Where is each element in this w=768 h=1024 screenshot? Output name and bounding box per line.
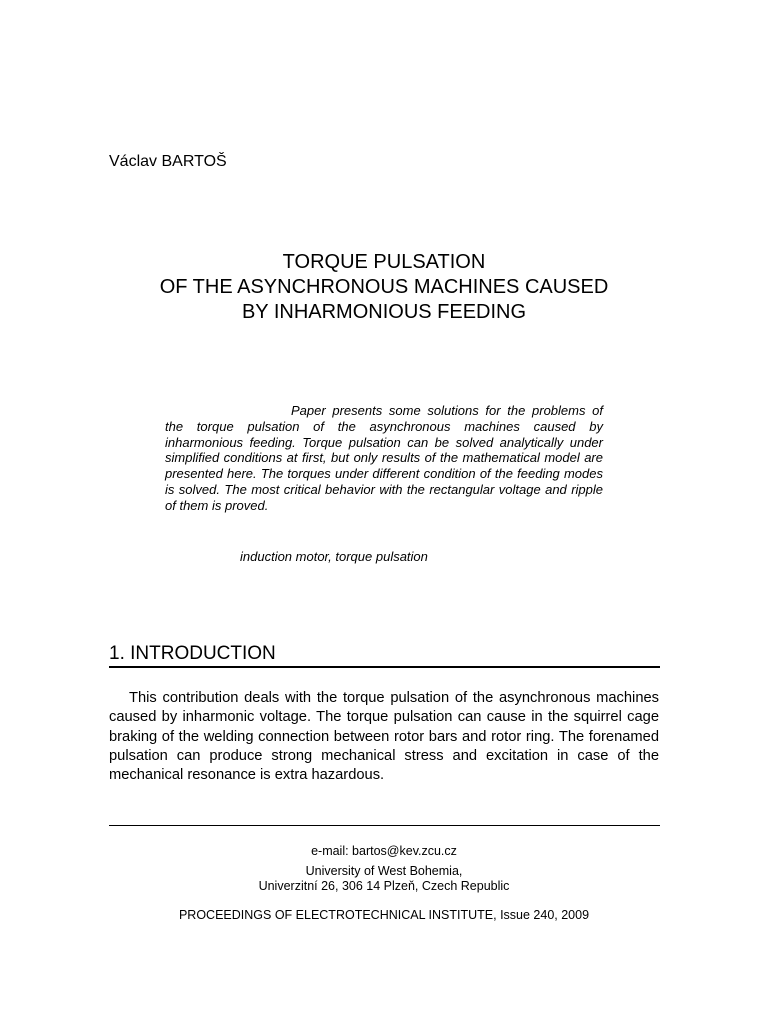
paper-title xyxy=(0,250,768,325)
footer-divider xyxy=(109,825,660,826)
abstract-block xyxy=(165,403,603,514)
section-heading-introduction: 1. INTRODUCTION xyxy=(109,643,276,664)
footer-affiliation xyxy=(0,864,768,894)
title-line-3: BY INHARMONIOUS FEEDING xyxy=(241,301,527,323)
author-name: Václav BARTOŠ xyxy=(109,153,227,170)
abstract-text: Paper presents some solutions for the problems of the torque pulsation of the asynchronous machines caused by inharmonious feeding. Torque pulsation can be solved analytically under simplified conditions at first, but only results of the mathematical model are presented here. The torques under different condition of the feeding modes is solved. The most critical behavior with the rectangular voltage and ripple of them is proved. xyxy=(165,403,603,513)
keywords: induction motor, torque pulsation xyxy=(240,549,428,564)
affiliation-line-1: University of West Bohemia, xyxy=(305,864,463,878)
heading-divider xyxy=(109,666,660,668)
title-line-1: TORQUE PULSATION xyxy=(282,251,486,273)
title-line-2: OF THE ASYNCHRONOUS MACHINES CAUSED xyxy=(159,276,609,298)
introduction-paragraph: This contribution deals with the torque pulsation of the asynchronous machines caused by inharmonic voltage. The torque pulsation can cause in the squirrel cage braking of the welding connection between rotor bars and rotor ring. The forenamed pulsation can produce strong mechanical stress and excitation in case of the mechanical resonance is extra hazardous. xyxy=(109,690,659,784)
affiliation-line-2: Univerzitní 26, 306 14 Plzeň, Czech Republic xyxy=(258,879,510,893)
footer-email: e-mail: bartos@kev.zcu.cz xyxy=(311,844,457,858)
footer-proceedings: PROCEEDINGS OF ELECTROTECHNICAL INSTITUTE, Issue 240, 2009 xyxy=(178,908,590,922)
